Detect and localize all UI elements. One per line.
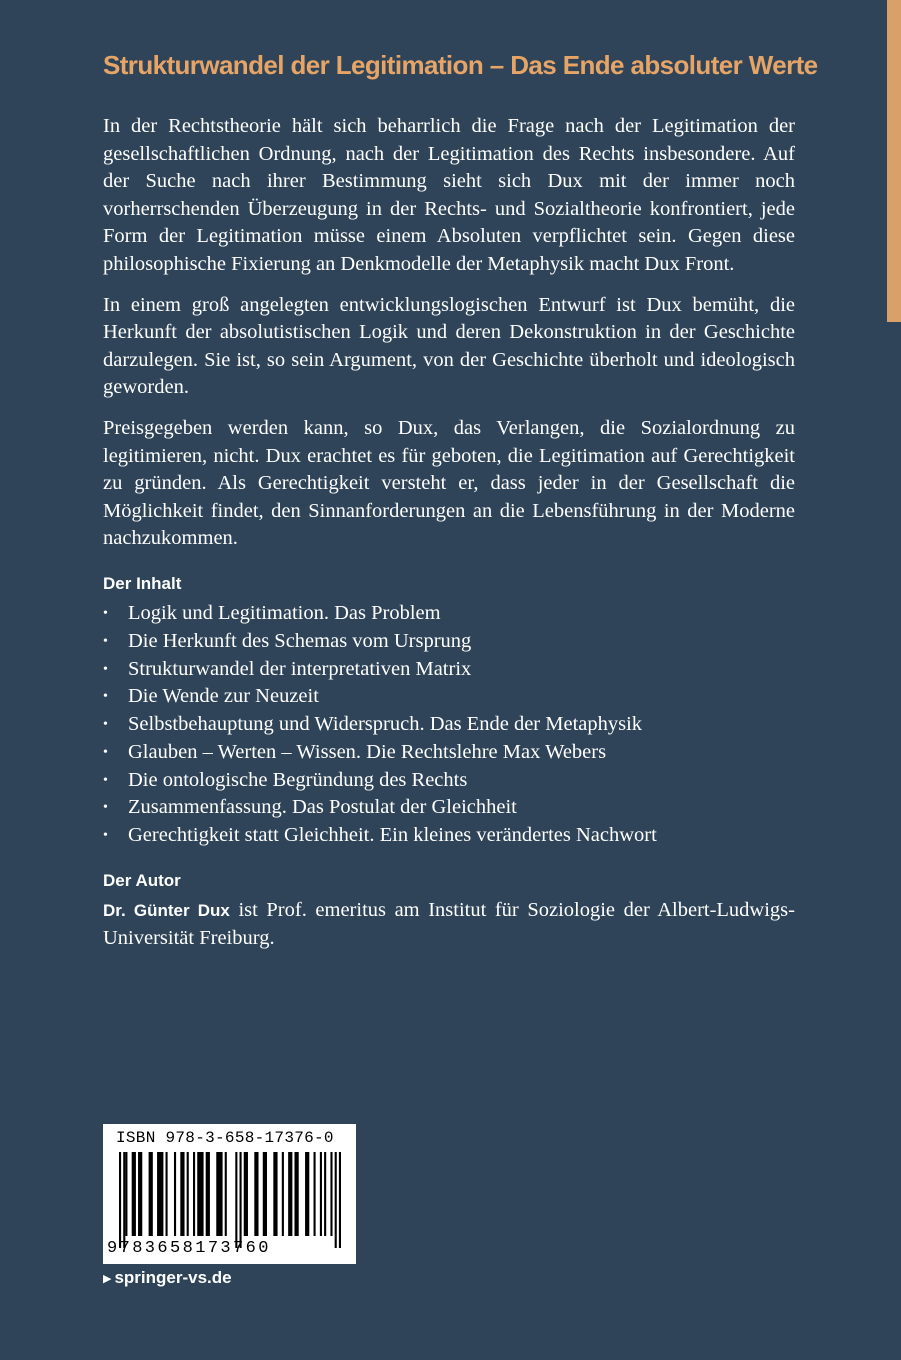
bullet-icon: • bbox=[103, 717, 108, 733]
barcode-bar bbox=[305, 1152, 309, 1236]
contents-item bbox=[103, 739, 795, 767]
contents-item-label: Glauben – Werten – Wissen. Die Rechtslehre Max Webers bbox=[128, 740, 607, 763]
blurb-paragraph-3: Preisgegeben werden kann, so Dux, das Verlangen, die Sozialordnung zu legitimieren, nicht. Dux erachtet es für geboten, die Legitimation auf Gerechtigkeit zu gründen. Als Gerechtigkeit versteht er, dass jeder in der Gesellschaft die Möglichkeit findet, den Sinnanforderungen an die Lebensführung in der Moderne nachzukommen. bbox=[103, 416, 795, 550]
barcode-digits: 9783658173760 bbox=[107, 1239, 271, 1258]
contents-item-label: Strukturwandel der interpretativen Matrix bbox=[128, 657, 472, 680]
contents-item bbox=[103, 711, 795, 739]
barcode-bar bbox=[335, 1152, 337, 1248]
barcode-bar bbox=[180, 1152, 184, 1236]
bullet-icon: • bbox=[103, 661, 108, 677]
barcode-bar bbox=[254, 1152, 258, 1236]
barcode-bar bbox=[240, 1152, 242, 1248]
author-name: Dr. Günter Dux bbox=[103, 901, 230, 921]
author-heading: Der Autor bbox=[103, 871, 181, 891]
bullet-icon: • bbox=[103, 605, 108, 621]
publisher-website[interactable] bbox=[103, 1268, 232, 1288]
author-bio-text: ist Prof. emeritus am Institut für Soziologie der Albert-Ludwigs-Universität Freiburg. bbox=[103, 899, 795, 949]
author-bio bbox=[103, 897, 795, 952]
barcode-bar bbox=[282, 1152, 284, 1236]
barcode-bar bbox=[149, 1152, 153, 1236]
barcode-bar bbox=[138, 1152, 142, 1236]
barcode-bar bbox=[174, 1152, 176, 1236]
contents-item-label: Gerechtigkeit statt Gleichheit. Ein kleines verändertes Nachwort bbox=[128, 824, 657, 847]
barcode-bar bbox=[320, 1152, 322, 1236]
contents-item bbox=[103, 683, 795, 711]
barcode-bar bbox=[197, 1152, 203, 1236]
contents-item bbox=[103, 656, 795, 684]
barcode-bar bbox=[225, 1152, 227, 1236]
contents-list bbox=[103, 600, 795, 850]
barcode-bar bbox=[166, 1152, 168, 1236]
barcode-bar bbox=[235, 1152, 237, 1248]
blurb-body bbox=[103, 113, 795, 965]
contents-heading: Der Inhalt bbox=[103, 573, 182, 593]
contents-item bbox=[103, 794, 795, 822]
contents-item-label: Logik und Legitimation. Das Problem bbox=[128, 601, 441, 624]
contents-item-label: Die Wende zur Neuzeit bbox=[128, 685, 319, 708]
barcode-bar bbox=[294, 1152, 298, 1236]
barcode-bar bbox=[244, 1152, 248, 1236]
website-label: springer-vs.de bbox=[114, 1268, 232, 1287]
barcode-bar bbox=[187, 1152, 189, 1236]
barcode-bar bbox=[330, 1152, 332, 1236]
barcode-bar bbox=[263, 1152, 267, 1236]
barcode-bar bbox=[314, 1152, 316, 1236]
contents-item-label: Die Herkunft des Schemas vom Ursprung bbox=[128, 629, 472, 652]
barcode-bar bbox=[123, 1152, 125, 1248]
right-triangle-icon: ▶ bbox=[103, 1272, 112, 1285]
barcode-bar bbox=[206, 1152, 210, 1236]
barcode-bar bbox=[132, 1152, 136, 1236]
bullet-icon: • bbox=[103, 744, 108, 760]
bullet-icon: • bbox=[103, 772, 108, 788]
contents-item bbox=[103, 600, 795, 628]
contents-item-label: Selbstbehauptung und Widerspruch. Das Ende der Metaphysik bbox=[128, 713, 643, 736]
barcode-bar bbox=[125, 1152, 127, 1236]
bullet-icon: • bbox=[103, 828, 108, 844]
barcode-bar bbox=[339, 1152, 341, 1248]
spine-accent-bar bbox=[887, 0, 901, 322]
bullet-icon: • bbox=[103, 800, 108, 816]
barcode-bar bbox=[324, 1152, 326, 1236]
bullet-icon: • bbox=[103, 689, 108, 705]
contents-item bbox=[103, 628, 795, 656]
isbn-label: ISBN 978-3-658-17376-0 bbox=[116, 1129, 334, 1147]
barcode-bar bbox=[288, 1152, 292, 1236]
barcode-bar bbox=[157, 1152, 163, 1236]
contents-item-label: Zusammenfassung. Das Postulat der Gleichheit bbox=[128, 796, 517, 819]
contents-item bbox=[103, 822, 795, 850]
barcode-bar bbox=[273, 1152, 277, 1236]
barcode-bar bbox=[193, 1152, 195, 1236]
contents-item-label: Die ontologische Begründung des Rechts bbox=[128, 768, 468, 791]
blurb-paragraph-1: In der Rechtstheorie hält sich beharrlich die Frage nach der Legitimation der gesellschaftlichen Ordnung, nach der Legitimation des Rechts insbesondere. Auf der Suche nach ihrer Bestimmung sieht sich Dux mit der immer noch vorherrschenden Überzeugung in der Rechts- und Sozialtheorie konfrontiert, jede Form der Legitimation müsse einem Absoluten verpflichtet sein. Gegen diese philosophische Fixierung an Denkmodelle der Metaphysik macht Dux Front. bbox=[103, 115, 795, 275]
contents-item bbox=[103, 767, 795, 795]
barcode-bar bbox=[119, 1152, 121, 1248]
back-cover-title: Strukturwandel der Legitimation – Das Ende absoluter Werte bbox=[103, 50, 818, 80]
bullet-icon: • bbox=[103, 633, 108, 649]
isbn-barcode bbox=[103, 1124, 356, 1264]
blurb-paragraph-2: In einem groß angelegten entwicklungslogischen Entwurf ist Dux bemüht, die Herkunft der absolutistischen Logik und deren Dekonstruktion in der Geschichte darzulegen. Sie ist, so sein Argument, von der Geschichte überholt und ideologisch geworden. bbox=[103, 293, 795, 399]
barcode-bar bbox=[216, 1152, 222, 1236]
barcode-bars bbox=[119, 1152, 341, 1248]
